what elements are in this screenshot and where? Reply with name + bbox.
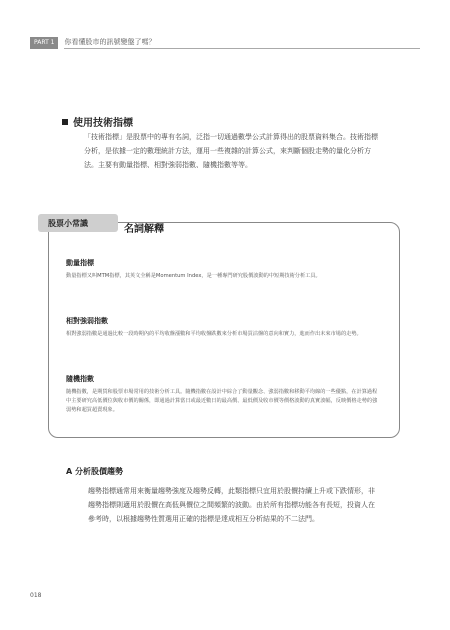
- term-name: 隨機指數: [66, 375, 94, 383]
- glossary-title: 名詞解釋: [124, 224, 164, 235]
- subsection-heading: A 分析股價趨勢: [66, 467, 123, 476]
- running-header: [30, 36, 420, 50]
- glossary-tab: 股票小常識: [38, 214, 118, 232]
- subsection-paragraph: 趨勢指標通常用來衡量趨勢強度及趨勢反轉，此類指標只宜用於股價持續上升或下跌情形，非趨勢指標則適用於股價在高低與價位之間頻繁的波動。由於所有指標功能各有長短，投資人在參考時，以根據趨勢性質選用正確的指標是達成相互分析結果的不二法門。: [88, 487, 375, 523]
- page-number: 018: [30, 592, 42, 599]
- term-description: 隨機指數，是期貨和股票市場常用的技術分析工具。隨機指數在設計中綜合了動量觀念、強弱指數和移動平均線的一些優點，在計算過程中主要研究高低價位與收市價的關係，即通過計算當日或最近數日的最高價、最低價及收市價等價格波動的真實波幅，反映價格走勢的強弱勢和超買超賣現象。: [66, 389, 378, 413]
- running-header-title: 你看懂股市的訊號變盤了嗎？: [64, 37, 420, 49]
- part-tag: PART 1: [30, 37, 58, 49]
- section-heading: [62, 114, 133, 129]
- term-description: 相對強弱指數是通過比較一段時期內的平均收盤漲數和平均收盤跌數來分析市場買沽盤的意向和實力，進而作出未來市場的走勢。: [66, 331, 362, 337]
- term-description: 動量指標又叫MTM指標，其英文全稱是Momentum Index，是一種專門研究股價波動的中短期技術分析工具。: [66, 273, 321, 279]
- section-paragraph: 「技術指標」是股票中的專有名詞，泛指一切通過數學公式計算得出的股票資料集合。技術指標分析，是依據一定的數理統計方法，運用一些複雜的計算公式，來判斷個股走勢的量化分析方法。主要有動量指標、相對強弱指數、隨機指數等等。: [84, 133, 378, 169]
- section-heading-text: 使用技術指標: [73, 118, 133, 129]
- term-name: 動量指標: [66, 259, 94, 267]
- square-bullet-icon: [62, 119, 68, 125]
- term-name: 相對強弱指數: [66, 317, 108, 325]
